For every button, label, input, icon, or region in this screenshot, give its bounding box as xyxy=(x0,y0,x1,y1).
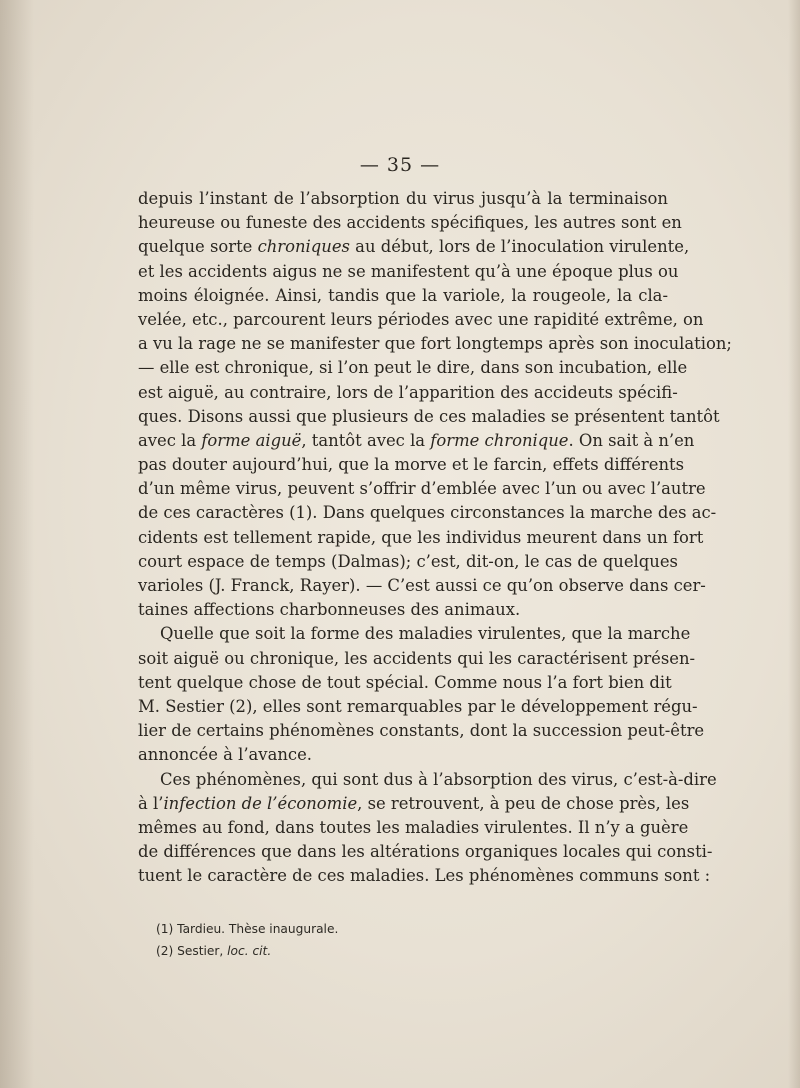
text-line xyxy=(138,695,698,719)
text-line xyxy=(138,864,711,888)
text-segment: soit aiguë ou chronique, les accidents qui les caractérisent présen- xyxy=(138,648,696,668)
text-segment: Quelle que soit la forme des maladies virulentes, que la marche xyxy=(160,624,691,644)
text-segment: — elle est chronique, si l’on peut le dire, dans son incubation, elle xyxy=(138,358,688,378)
text-segment: moins éloignée. Ainsi, tandis que la variole, la rougeole, la cla- xyxy=(138,285,668,305)
text-line xyxy=(138,260,679,284)
text-segment: depuis l’instant de l’absorption du virus jusqu’à la terminaison xyxy=(138,189,668,208)
text-segment: court espace de temps (Dalmas); c’est, dit-on, le cas de quelques xyxy=(138,551,678,571)
footnote-text: Tardieu. Thèse inaugurale. xyxy=(173,922,339,936)
text-segment: de ces caractères (1). Dans quelques circonstances la marche des ac- xyxy=(138,503,717,523)
text-line xyxy=(138,187,668,211)
text-segment: lier de certains phénomènes constants, dont la succession peut-être xyxy=(138,721,705,741)
text-segment: a vu la rage ne se manifester que fort longtemps après son inoculation; xyxy=(138,334,732,354)
italic-text: infection de l’économie xyxy=(163,793,358,813)
text-line xyxy=(138,574,706,598)
text-line xyxy=(138,768,717,792)
text-segment: , tantôt avec la xyxy=(301,430,431,450)
text-segment: varioles (J. Franck, Rayer). — C’est aussi ce qu’on observe dans cer- xyxy=(138,576,706,595)
text-segment: , se retrouvent, à peu de chose près, les xyxy=(357,793,690,813)
text-segment: M. Sestier (2), elles sont remarquables par le développement régu- xyxy=(138,696,698,716)
footnote-text: loc. cit. xyxy=(227,944,272,958)
text-segment: tent quelque chose de tout spécial. Comme nous l’a fort bien dit xyxy=(138,672,672,692)
text-line xyxy=(138,501,717,525)
text-line xyxy=(138,816,689,840)
italic-text: forme aiguë xyxy=(201,430,302,450)
text-segment: mêmes au fond, dans toutes les maladies virulentes. Il n’y a guère xyxy=(138,817,689,837)
text-segment: et les accidents aigus ne se manifestent qu’à une époque plus ou xyxy=(138,261,679,281)
text-line xyxy=(138,792,690,816)
text-segment: ques. Disons aussi que plusieurs de ces maladies se présentent tantôt xyxy=(138,406,720,426)
footnote-mark: (2) xyxy=(156,944,174,958)
text-segment: au début, lors de l’inoculation virulente, xyxy=(349,237,690,257)
text-segment: heureuse ou funeste des accidents spécifiques, les autres sont en xyxy=(138,213,682,233)
text-segment: quelque sorte xyxy=(138,237,258,257)
text-segment: est aiguë, au contraire, lors de l’apparition des accideuts spécifi- xyxy=(138,382,678,402)
text-line xyxy=(138,477,706,501)
text-line xyxy=(138,743,668,767)
text-segment: pas douter aujourd’hui, que la morve et le farcin, effets différents xyxy=(138,455,685,475)
text-line xyxy=(138,671,672,695)
text-line xyxy=(138,429,695,453)
text-line xyxy=(138,598,668,622)
text-segment: tuent le caractère de ces maladies. Les phénomènes communs sont : xyxy=(138,866,711,886)
text-segment: taines affections charbonneuses des animaux. xyxy=(138,600,521,620)
text-line xyxy=(138,453,685,477)
italic-text: forme chronique xyxy=(430,430,569,450)
italic-text: chroniques xyxy=(257,237,350,257)
text-line xyxy=(138,719,705,743)
footnote xyxy=(156,940,656,962)
text-line xyxy=(138,840,713,864)
footnotes xyxy=(156,918,656,962)
text-line xyxy=(138,235,690,259)
text-line xyxy=(138,550,678,574)
text-segment: d’un même virus, peuvent s’offrir d’emblée avec l’un ou avec l’autre xyxy=(138,479,706,499)
text-line xyxy=(138,332,732,356)
text-line xyxy=(138,356,688,380)
text-line xyxy=(138,526,704,550)
page-number: — 35 — xyxy=(359,154,441,176)
text-segment: Ces phénomènes, qui sont dus à l’absorption des virus, c’est-à-dire xyxy=(160,769,717,789)
text-segment: cidents est tellement rapide, que les individus meurent dans un fort xyxy=(138,527,704,547)
footnote xyxy=(156,918,656,940)
footnote-text: Sestier, xyxy=(173,944,228,958)
text-line xyxy=(138,211,682,235)
text-segment: velée, etc., parcourent leurs périodes avec une rapidité extrême, on xyxy=(138,309,704,329)
text-line xyxy=(138,647,696,671)
text-line xyxy=(138,308,704,332)
footnote-mark: (1) xyxy=(156,922,174,936)
text-line xyxy=(138,381,678,405)
text-segment: de différences que dans les altérations organiques locales qui consti- xyxy=(138,842,713,862)
text-line xyxy=(138,284,668,308)
text-segment: annoncée à l’avance. xyxy=(138,745,312,765)
text-segment: avec la xyxy=(138,430,202,450)
text-segment: à l’ xyxy=(138,793,164,813)
text-segment: . On sait à n’en xyxy=(568,430,695,450)
body-text xyxy=(138,187,732,888)
text-line xyxy=(138,405,720,429)
text-line xyxy=(138,622,691,646)
